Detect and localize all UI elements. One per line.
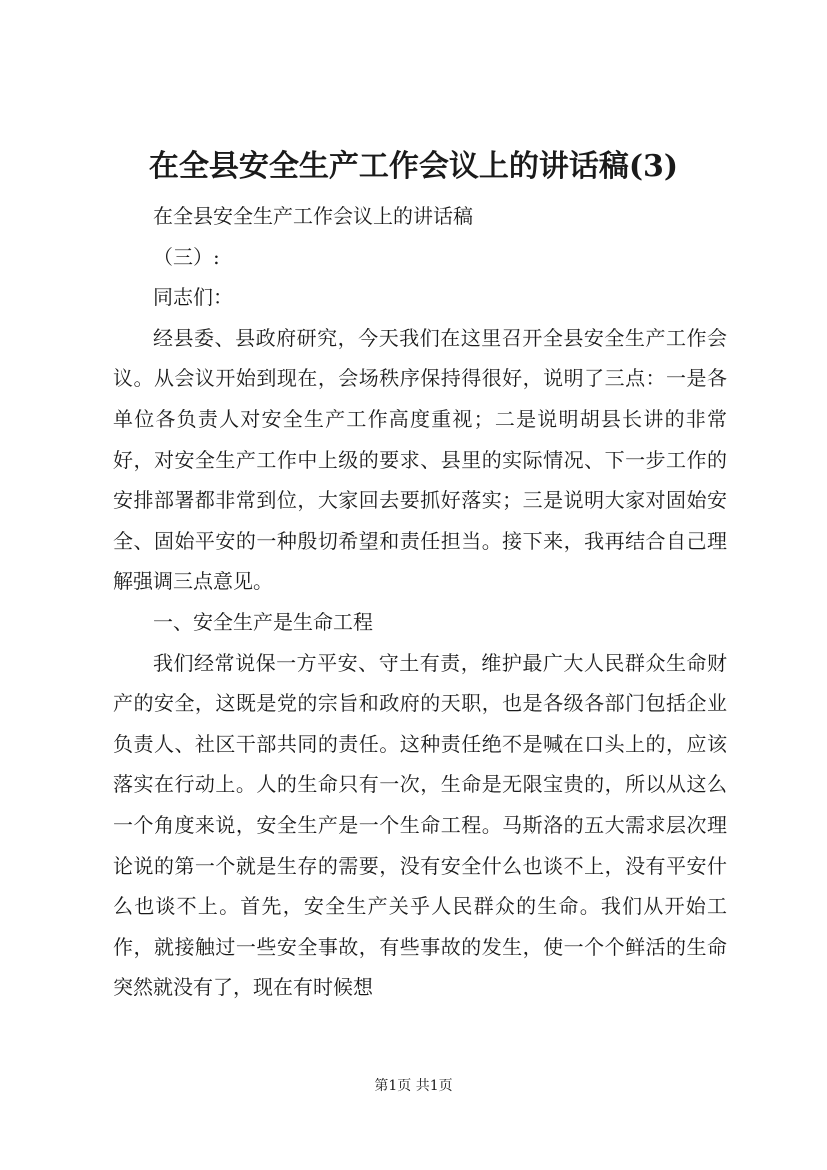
section-heading-1: 一、安全生产是生命工程: [153, 609, 373, 634]
page-footer: 第1页 共1页: [374, 1078, 453, 1094]
paragraph-opening: 经县委、县政府研究，今天我们在这里召开全县安全生产工作会议。从会议开始到现在，会场秩序保持得很好，说明了三点：一是各单位各负责人对安全生产工作高度重视；二是说明胡县长讲的非常好，对安全生产工作中上级的要求、县里的实际情况、下一步工作的安排部署都非常到位，大家回去要抓好落实；三是说明大家对固始安全、固始平安的一种殷切希望和责任担当。接下来，我再结合自己理解强调三点意见。: [113, 325, 727, 594]
paragraph-part-number: （三）:: [153, 244, 220, 269]
document-title: 在全县安全生产工作会议上的讲话稿(3): [148, 149, 679, 184]
paragraph-salutation: 同志们：: [153, 285, 233, 310]
paragraph-subtitle: 在全县安全生产工作会议上的讲话稿: [153, 204, 473, 228]
document-body: [113, 196, 727, 1008]
paragraph-section-1: 我们经常说保一方平安、守土有责，维护最广大人民群众生命财产的安全，这既是党的宗旨和政府的天职，也是各级各部门包括企业负责人、社区干部共同的责任。这种责任绝不是喊在口头上的，应该落实在行动上。人的生命只有一次，生命是无限宝贵的，所以从这么一个角度来说，安全生产是一个生命工程。马斯洛的五大需求层次理论说的第一个就是生存的需要，没有安全什么也谈不上，没有平安什么也谈不上。首先，安全生产关乎人民群众的生命。我们从开始工作，就接触过一些安全事故，有些事故的发生，使一个个鲜活的生命突然就没有了，现在有时候想: [113, 650, 727, 1000]
